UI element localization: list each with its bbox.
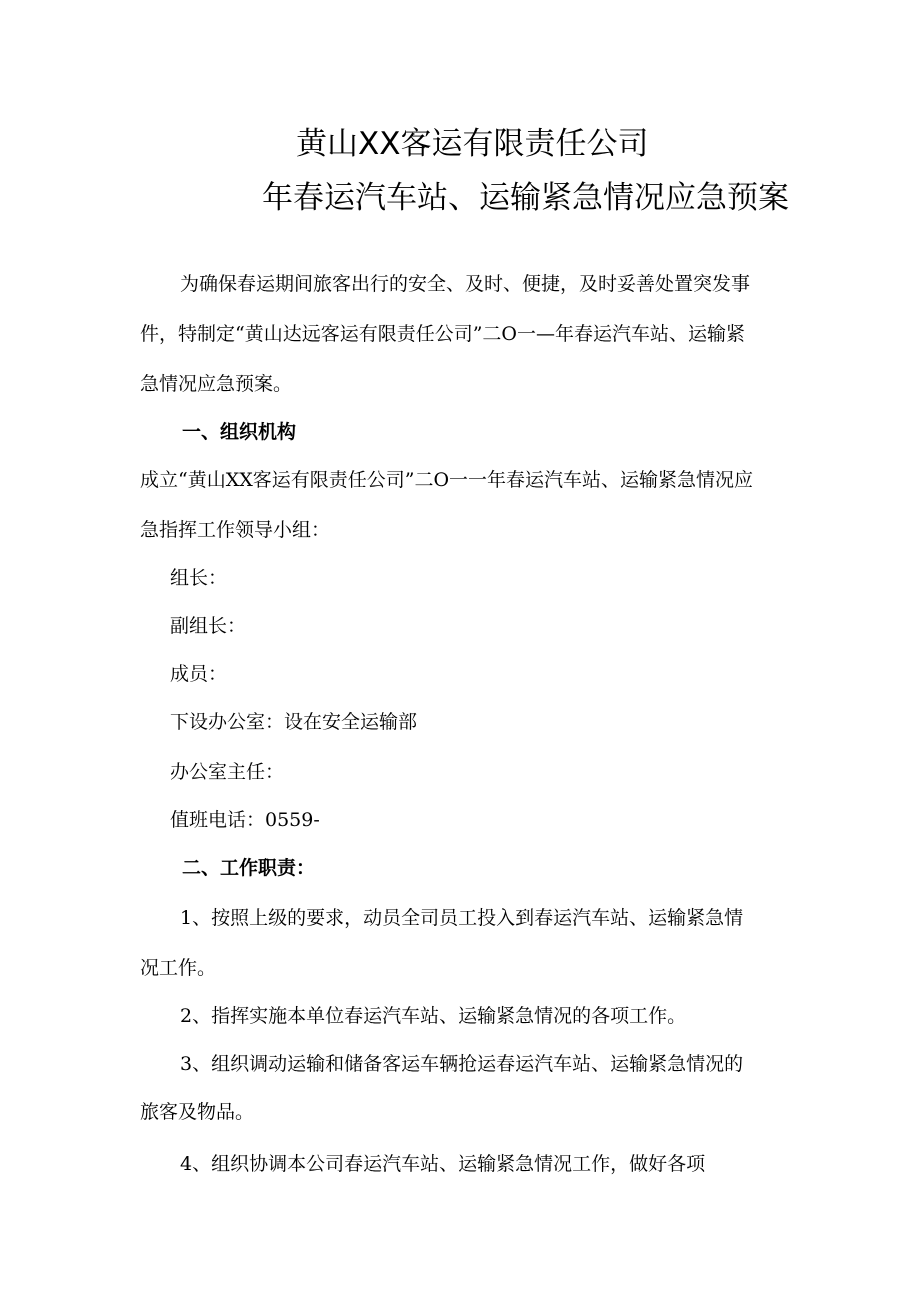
- office-setup-text: 下设办公室：设在安全运输部: [170, 711, 418, 733]
- intro-paragraph-line-3: 急情况应急预案。: [140, 373, 293, 395]
- organization-text-line-1: 成立“黄山XX客运有限责任公司”二O一一年春运汽车站、运输紧急情况应: [140, 469, 754, 491]
- duty-item-1-line-1: 1、按照上级的要求，动员全司员工投入到春运汽车站、运输紧急情: [180, 907, 744, 929]
- duty-item-3-line-1: 3、组织调动运输和储备客运车辆抢运春运汽车站、运输紧急情况的: [180, 1053, 744, 1075]
- members-label: 成员：: [170, 663, 228, 685]
- intro-paragraph-line-1: 为确保春运期间旅客出行的安全、及时、便捷，及时妥善处置突发事: [180, 273, 751, 295]
- duty-item-3-line-2: 旅客及物品。: [140, 1101, 255, 1123]
- document-title-company: 黄山XX客运有限责任公司: [296, 126, 649, 162]
- organization-text-line-2: 急指挥工作领导小组：: [140, 519, 331, 541]
- duty-item-1-line-2: 况工作。: [140, 957, 217, 979]
- group-leader-label: 组长：: [170, 567, 228, 589]
- intro-paragraph-line-2: 件，特制定“黄山达远客运有限责任公司”二O一—年春运汽车站、运输紧: [140, 323, 746, 345]
- duty-phone-text: 值班电话：0559-: [170, 809, 320, 831]
- deputy-leader-label: 副组长：: [170, 615, 247, 637]
- document-title-plan: 年春运汽车站、运输紧急情况应急预案: [262, 180, 789, 216]
- office-director-label: 办公室主任：: [170, 761, 285, 783]
- duty-item-4-line-1: 4、组织协调本公司春运汽车站、运输紧急情况工作，做好各项: [180, 1153, 706, 1175]
- section-heading-organization: 一、组织机构: [182, 421, 297, 443]
- duty-item-2: 2、指挥实施本单位春运汽车站、运输紧急情况的各项工作。: [180, 1005, 687, 1027]
- section-heading-duties: 二、工作职责：: [182, 857, 316, 879]
